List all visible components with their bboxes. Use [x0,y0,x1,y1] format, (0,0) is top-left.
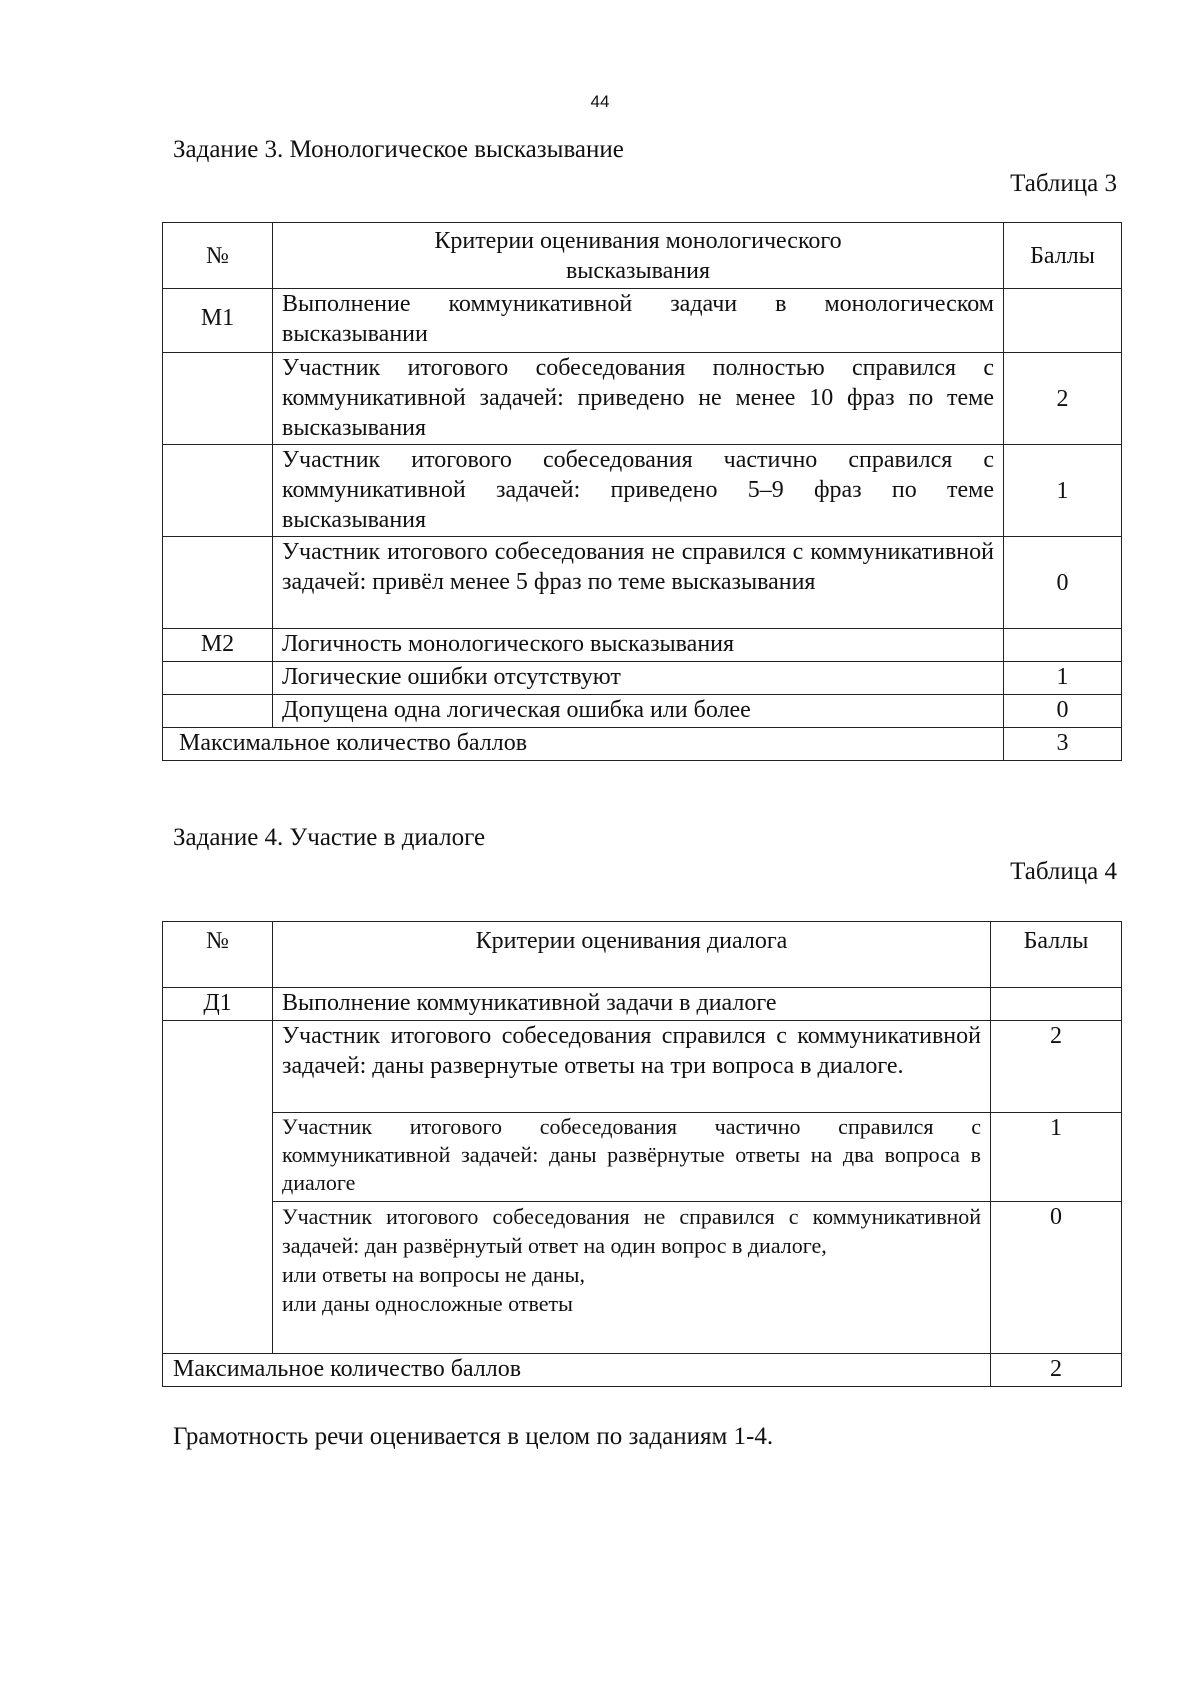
table-row [163,1202,1122,1354]
table-row [163,537,1122,629]
criterion-points [991,988,1122,1021]
criterion-text: Участник итогового собеседования частично справился с коммуникативной задачей: даны развёрнутые ответы на два вопроса в диалоге [273,1113,991,1202]
criterion-points: 1 [991,1113,1122,1202]
header-points: Баллы [991,922,1122,988]
table-header-row [163,922,1122,988]
criterion-text: Выполнение коммуникативной задачи в диалоге [273,988,991,1021]
table-row [163,662,1122,695]
header-points: Баллы [1004,223,1122,289]
criterion-points: 1 [1004,445,1122,537]
criterion-text [273,1202,991,1354]
task4-heading: Задание 4. Участие в диалоге [173,824,486,851]
page-number: 44 [590,92,610,111]
table-row [163,629,1122,662]
criterion-code: М2 [163,629,273,662]
total-label: Максимальное количество баллов [163,1354,991,1387]
table-row [163,1021,1122,1113]
criterion-text-line: Участник итогового собеседования не справился с коммуникативной задачей: дан развёрнутый ответ на один вопрос в диалоге, [282,1204,981,1258]
criterion-code [163,662,273,695]
criterion-code [163,537,273,629]
criterion-points: 1 [1004,662,1122,695]
total-label: Максимальное количество баллов [163,728,1004,761]
criterion-text: Логичность монологического высказывания [273,629,1004,662]
total-points: 2 [991,1354,1122,1387]
criterion-code [163,445,273,537]
criterion-code [163,1113,273,1202]
criterion-text-line: или ответы на вопросы не даны, [282,1262,585,1287]
criterion-code [163,353,273,445]
header-criteria: Критерии оценивания диалога [273,922,991,988]
table-row [163,445,1122,537]
criterion-text: Выполнение коммуникативной задачи в монологическом высказывании [273,289,1004,353]
header-criteria: Критерии оценивания монологического высказывания [273,223,1004,289]
criterion-code [163,1021,273,1113]
header-number: № [163,223,273,289]
table-row [163,1113,1122,1202]
total-row [163,1354,1122,1387]
criterion-points: 0 [1004,537,1122,629]
criterion-text: Логические ошибки отсутствуют [273,662,1004,695]
task3-table-caption: Таблица 3 [1010,170,1117,197]
criterion-text: Участник итогового собеседования полностью справился с коммуникативной задачей: приведено не менее 10 фраз по теме высказывания [273,353,1004,445]
criterion-text: Участник итогового собеседования справился с коммуникативной задачей: даны развернутые ответы на три вопроса в диалоге. [273,1021,991,1113]
task4-table-caption: Таблица 4 [1010,858,1117,885]
table-header-row [163,223,1122,289]
criterion-text: Участник итогового собеседования частично справился с коммуникативной задачей: приведено 5–9 фраз по теме высказывания [273,445,1004,537]
header-number: № [163,922,273,988]
criterion-text: Допущена одна логическая ошибка или более [273,695,1004,728]
criterion-points [1004,629,1122,662]
criterion-points [1004,289,1122,353]
criterion-points: 0 [1004,695,1122,728]
criterion-points: 0 [991,1202,1122,1354]
criterion-code: Д1 [163,988,273,1021]
criterion-code: М1 [163,289,273,353]
criteria-table-3 [162,222,1122,761]
table-row [163,289,1122,353]
criterion-code [163,1202,273,1354]
table-row [163,353,1122,445]
criterion-points: 2 [991,1021,1122,1113]
criterion-text-line: или даны односложные ответы [282,1291,573,1316]
criterion-text: Участник итогового собеседования не справился с коммуникативной задачей: привёл менее 5 фраз по теме высказывания [273,537,1004,629]
closing-note: Грамотность речи оценивается в целом по заданиям 1-4. [173,1423,774,1450]
criterion-code [163,695,273,728]
criteria-table-4 [162,921,1122,1387]
total-row [163,728,1122,761]
total-points: 3 [1004,728,1122,761]
task3-heading: Задание 3. Монологическое высказывание [173,136,624,163]
table-row [163,988,1122,1021]
criterion-points: 2 [1004,353,1122,445]
table-row [163,695,1122,728]
